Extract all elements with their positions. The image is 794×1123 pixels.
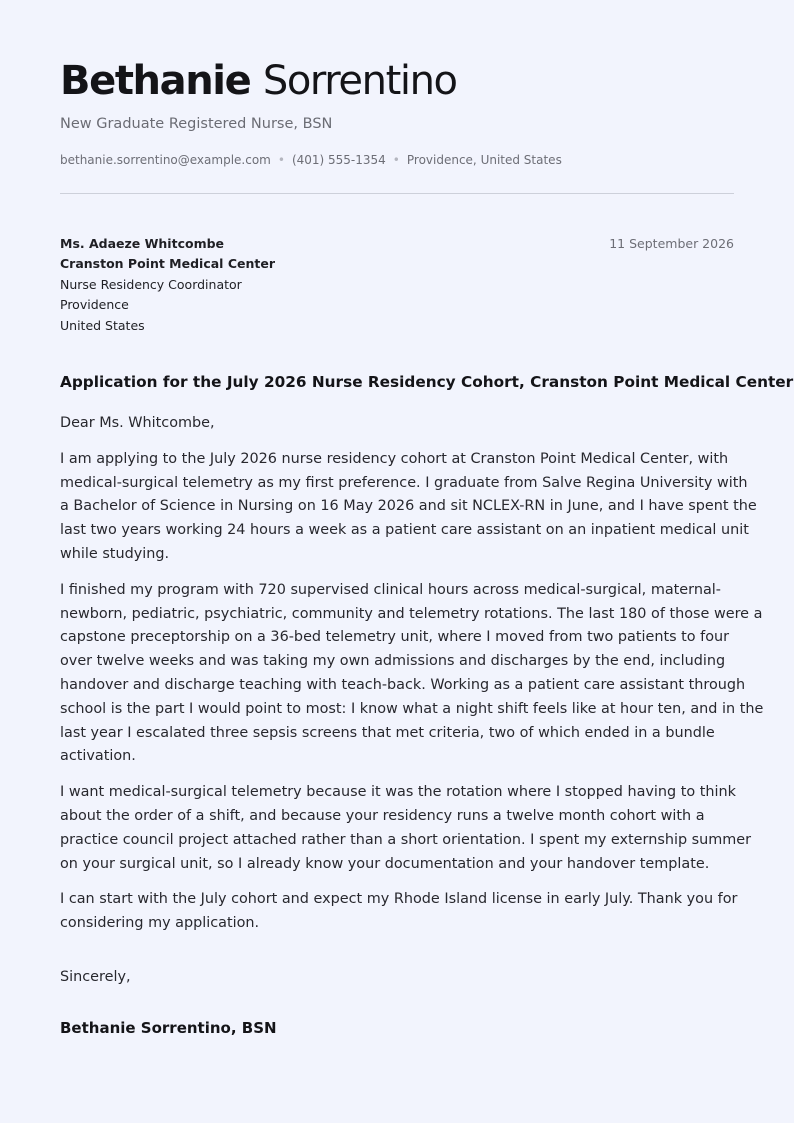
header-divider xyxy=(60,193,734,194)
applicant-tagline: New Graduate Registered Nurse, BSN xyxy=(60,116,333,132)
first-name: Bethanie xyxy=(60,58,251,104)
closing: Sincerely, xyxy=(60,969,131,985)
phone-number: (401) 555-1354 xyxy=(291,153,386,167)
letter-subject: Application for the July 2026 Nurse Residency Cohort, Cranston Point Medical Center xyxy=(60,373,794,391)
recipient-title: Nurse Residency Coordinator xyxy=(60,276,242,292)
paragraph-line: school is the part I would point to most: I know what a night shift feels like at hour ten, and in the xyxy=(60,700,764,717)
paragraph-line: on your surgical unit, so I already know your documentation and your handover template. xyxy=(60,855,710,872)
paragraph-line: handover and discharge teaching with teach-back. Working as a patient care assistant through xyxy=(60,676,746,693)
paragraph-line: a Bachelor of Science in Nursing on 16 May 2026 and sit NCLEX-RN in June, and I have spent the xyxy=(60,498,757,515)
contact-separator: • xyxy=(392,153,400,167)
body-paragraph xyxy=(60,888,738,936)
signature: Bethanie Sorrentino, BSN xyxy=(60,1019,277,1037)
paragraph-line: last two years working 24 hours a week as a patient care assistant on an inpatient medical unit xyxy=(60,522,749,539)
location: Providence, United States xyxy=(406,153,562,167)
paragraph-line: over twelve weeks and was taking my own admissions and discharges by the end, including xyxy=(60,653,726,670)
paragraph-line: considering my application. xyxy=(60,915,260,932)
recipient-country: United States xyxy=(60,317,145,333)
letter-date: 11 September 2026 xyxy=(609,236,734,251)
paragraph-line: last year I escalated three sepsis screens that met criteria, two of which ended in a bundle xyxy=(60,724,715,741)
paragraph-line: medical-surgical telemetry as my first preference. I graduate from Salve Regina University with xyxy=(60,474,748,491)
recipient-name: Ms. Adaeze Whitcombe xyxy=(60,236,225,251)
last-name: Sorrentino xyxy=(262,58,457,104)
salutation: Dear Ms. Whitcombe, xyxy=(60,415,215,431)
email-link[interactable]: bethanie.sorrentino@example.com xyxy=(60,153,271,167)
body-paragraph xyxy=(60,579,764,769)
contact-separator: • xyxy=(277,153,285,167)
paragraph-line: practice council project attached rather than a short orientation. I spent my externship summer xyxy=(60,831,752,848)
paragraph-line: about the order of a shift, and because your residency runs a twelve month cohort with a xyxy=(60,807,705,824)
applicant-name xyxy=(60,52,457,110)
paragraph-line: while studying. xyxy=(60,545,170,562)
recipient-organization: Cranston Point Medical Center xyxy=(60,256,275,272)
body-paragraph xyxy=(60,781,752,876)
letter-body xyxy=(60,412,764,948)
paragraph-line: capstone preceptorship on a 36-bed telemetry unit, where I moved from two patients to four xyxy=(60,629,730,646)
recipient-city: Providence xyxy=(60,297,129,313)
paragraph-line: newborn, pediatric, psychiatric, community and telemetry rotations. The last 180 of those were a xyxy=(60,605,763,622)
paragraph-line: I want medical-surgical telemetry because it was the rotation where I stopped having to think xyxy=(60,784,736,801)
paragraph-line: I finished my program with 720 supervised clinical hours across medical-surgical, maternal- xyxy=(60,581,721,598)
paragraph-line: I am applying to the July 2026 nurse residency cohort at Cranston Point Medical Center, with xyxy=(60,450,729,467)
body-paragraph xyxy=(60,448,757,567)
recipient-block xyxy=(60,234,275,336)
paragraph-line: I can start with the July cohort and expect my Rhode Island license in early July. Thank you for xyxy=(60,891,738,908)
contact-line xyxy=(60,151,562,169)
paragraph-line: activation. xyxy=(60,748,136,765)
